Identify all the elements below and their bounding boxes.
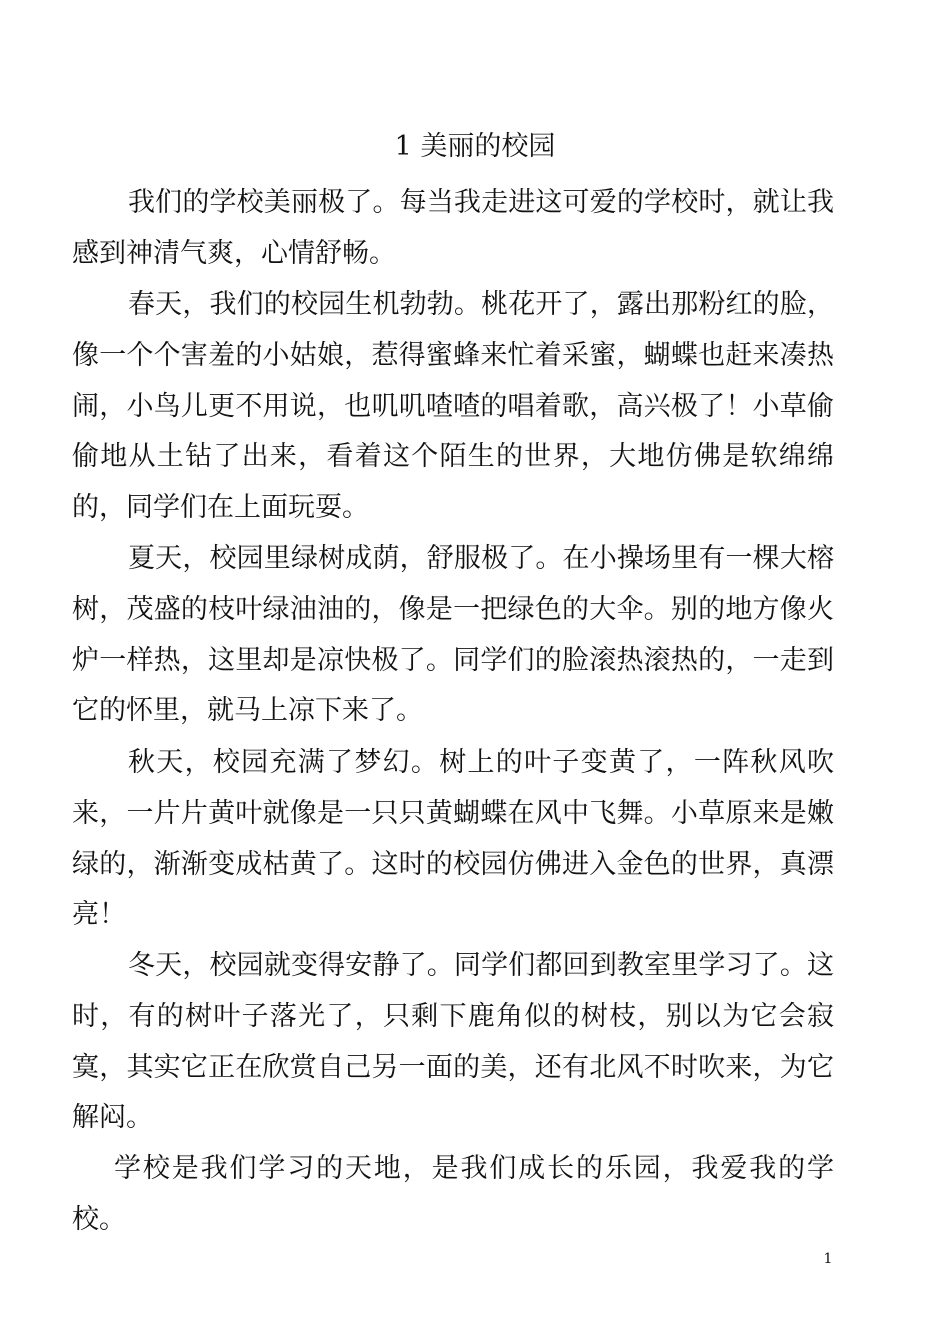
paragraph-winter: 冬天，校园就变得安静了。同学们都回到教室里学习了。这时，有的树叶子落光了，只剩下鹿角似的树枝，别以为它会寂寞，其实它正在欣赏自己另一面的美，还有北风不时吹来，为它解闷。 bbox=[72, 950, 834, 1134]
paragraph-spring: 春天，我们的校园生机勃勃。桃花开了，露出那粉红的脸，像一个个害羞的小姑娘，惹得蜜蜂来忙着采蜜，蝴蝶也赶来凑热闹，小鸟儿更不用说，也叽叽喳喳的唱着歌，高兴极了！小草偷偷地从土钻了出来，看着这个陌生的世界，大地仿佛是软绵绵的，同学们在上面玩耍。 bbox=[72, 289, 834, 524]
paragraph-conclusion: 学校是我们学习的天地，是我们成长的乐园，我爱我的学校。 bbox=[72, 1153, 834, 1235]
essay-title: 1 美丽的校园 bbox=[394, 131, 556, 162]
paragraph-autumn: 秋天，校园充满了梦幻。树上的叶子变黄了，一阵秋风吹来，一片片黄叶就像是一只只黄蝴蝶在风中飞舞。小草原来是嫩绿的，渐渐变成枯黄了。这时的校园仿佛进入金色的世界，真漂亮！ bbox=[72, 747, 834, 931]
paragraph-intro: 我们的学校美丽极了。每当我走进这可爱的学校时，就让我感到神清气爽，心情舒畅。 bbox=[72, 187, 834, 269]
paragraph-summer: 夏天，校园里绿树成荫，舒服极了。在小操场里有一棵大榕树，茂盛的枝叶绿油油的，像是一把绿色的大伞。别的地方像火炉一样热，这里却是凉快极了。同学们的脸滚热滚热的，一走到它的怀里，就马上凉下来了。 bbox=[72, 543, 834, 727]
page-number: 1 bbox=[823, 1251, 833, 1267]
